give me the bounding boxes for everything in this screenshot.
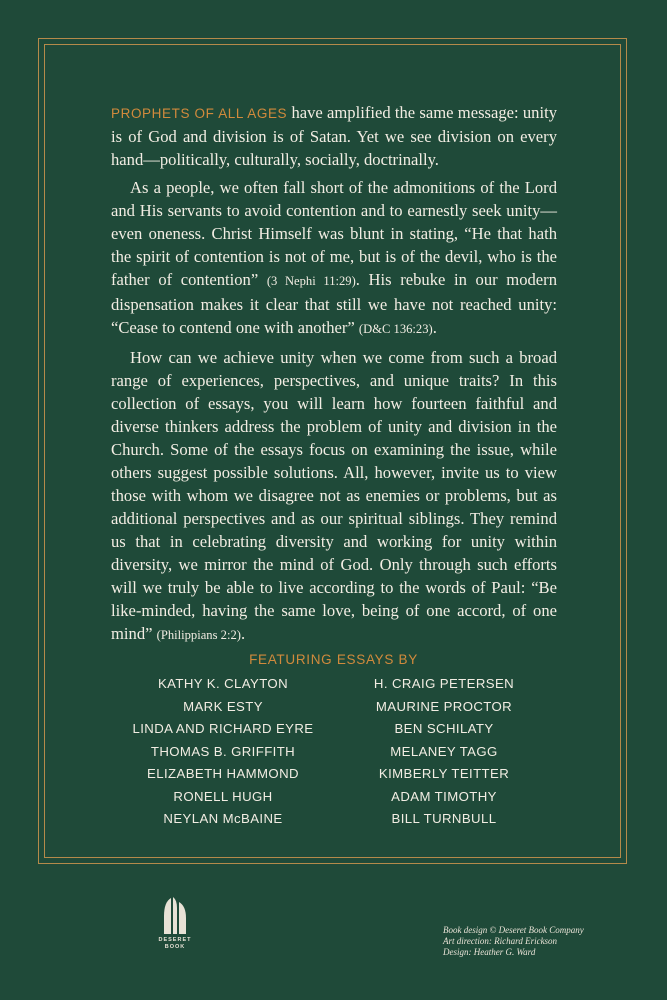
paragraph-3-text-a: How can we achieve unity when we come from such a broad range of experiences, perspectives, and unique traits? In this collection of essays, you will learn how fourteen faithful and diverse thinkers address the problem of unity and division in the Church. Some of the essays focus on examining the issue, while others suggest possible solutions. All, however, invite us to view those with whom we disagree not as enemies or problems, but as additional perspectives and as our spiritual siblings. They remind us that in celebrating diversity and working for unity within diversity, we mirror the mind of God. Only through such efforts will we truly be able to live according to the words of Paul: “Be like-minded, having the same love, being of one accord, of one mind” — [111, 348, 557, 643]
author-name: ELIZABETH HAMMOND — [147, 766, 299, 781]
author-name: BILL TURNBULL — [391, 811, 497, 826]
paragraph-2-text-a: As a people, we often fall short of the admonitions of the Lord and His servants to avoid contention and to earnestly seek unity—even oneness. Christ Himself was blunt in stating, “He that hath the spirit of contention is not of me, but is of the devil, who is the father of contention” — [111, 178, 557, 289]
lead-in: PROPHETS OF ALL AGES — [111, 106, 288, 121]
author-name: NEYLAN McBAINE — [163, 811, 283, 826]
paragraph-2-text-c: . — [432, 318, 437, 337]
paragraph-2 — [111, 176, 557, 341]
paragraph-2-text-b: . His rebuke in our modern dispensation makes it clear that still we have not reached unity: “Cease to contend one with another” — [111, 270, 557, 337]
author-name: BEN SCHILATY — [394, 721, 494, 736]
author-name: MARK ESTY — [183, 698, 263, 714]
author-name: MAURINE PROCTOR — [375, 698, 513, 714]
logo-icon — [162, 896, 188, 934]
deseret-book-logo — [150, 896, 200, 960]
author-name: RONELL HUGH — [173, 788, 273, 804]
paragraph-1 — [111, 101, 557, 171]
citation-philippians: (Philippians 2:2) — [156, 628, 241, 642]
logo-line-1: DESERET — [158, 937, 192, 943]
author-name: KATHY K. CLAYTON — [157, 676, 288, 691]
author-name: THOMAS B. GRIFFITH — [150, 743, 296, 759]
paragraph-1-text: have amplified the same message: unity is of God and division is of Satan. Yet we see division on every hand—politically, culturally, socially, doctrinally. — [111, 103, 557, 169]
author-name: MELANEY TAGG — [390, 743, 498, 759]
author-name: ADAM TIMOTHY — [391, 788, 497, 804]
logo-line-2: BOOK — [164, 944, 186, 950]
authors-left-column — [118, 673, 328, 831]
paragraph-3-text-b: . — [240, 624, 246, 643]
credit-designer: Design: Heather G. Ward — [443, 947, 536, 957]
credit-book-design: Book design © Deseret Book Company — [443, 925, 584, 935]
credits-block — [443, 925, 643, 958]
credit-art-direction: Art direction: Richard Erickson — [443, 936, 558, 946]
author-name: KIMBERLY TEITTER — [378, 766, 510, 781]
authors-right-column — [339, 673, 549, 831]
description-text — [111, 101, 557, 652]
featuring-heading: FEATURING ESSAYS BY — [249, 652, 418, 667]
author-name: H. CRAIG PETERSEN — [373, 676, 515, 691]
citation-3-nephi: (3 Nephi 11:29) — [266, 274, 356, 288]
logo-text — [150, 937, 200, 951]
paragraph-3 — [111, 346, 557, 647]
author-name: LINDA AND RICHARD EYRE — [132, 721, 314, 736]
citation-dc: (D&C 136:23) — [358, 322, 433, 336]
